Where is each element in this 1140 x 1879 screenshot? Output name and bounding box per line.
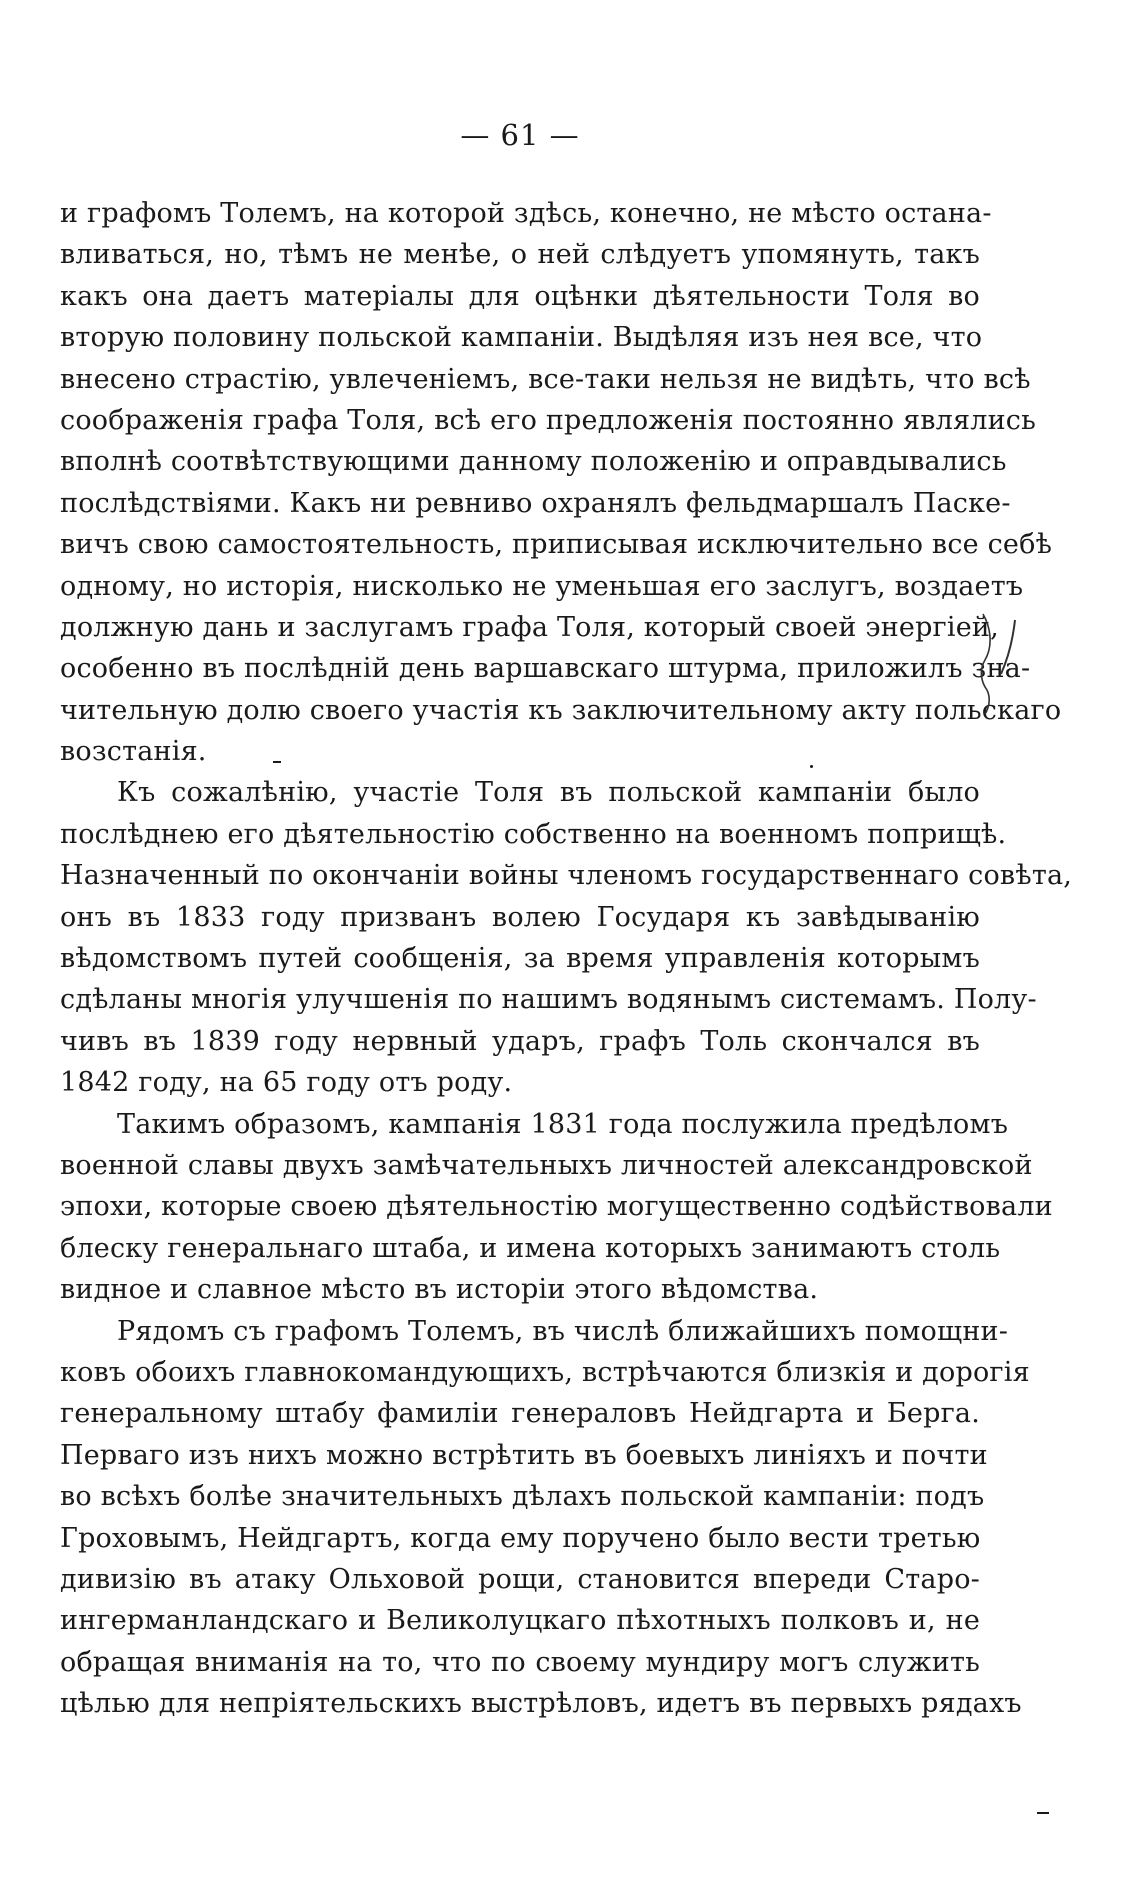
text-line: Къ сожалѣнію, участіе Толя въ польской кампаніи было (117, 777, 980, 809)
text-line: Назначенный по окончаніи войны членомъ государственнаго совѣта, (60, 860, 1073, 892)
stray-mark (810, 765, 813, 768)
text-line: видное и славное мѣсто въ исторіи этого вѣдомства. (60, 1274, 819, 1306)
text-line: должную дань и заслугамъ графа Толя, который своей энергіей, (60, 611, 999, 643)
text-line: чивъ въ 1839 году нервный ударъ, графъ Толь скончался въ (60, 1025, 980, 1057)
text-line: ингерманландскаго и Великолуцкаго пѣхотныхъ полковъ и, не (60, 1605, 980, 1637)
paragraph (60, 772, 1073, 1103)
text-line: особенно въ послѣдній день варшавскаго штурма, приложилъ зна- (60, 653, 1031, 685)
text-line: цѣлью для непріятельскихъ выстрѣловъ, идетъ въ первыхъ рядахъ (60, 1688, 1022, 1720)
stray-mark (273, 761, 281, 763)
text-line: военной славы двухъ замѣчательныхъ личностей александровской (60, 1149, 1033, 1181)
text-line: генеральному штабу фамиліи генераловъ Нейдгарта и Берга. (60, 1398, 980, 1430)
text-line: вполнѣ соотвѣтствующими данному положенію и оправдывались (60, 446, 1007, 478)
text-line: соображенія графа Толя, всѣ его предложенія постоянно являлись (60, 404, 1037, 436)
text-line: дивизію въ атаку Ольховой рощи, становится впереди Старо- (60, 1563, 980, 1595)
text-line: вторую половину польской кампаніи. Выдѣляя изъ нея все, что (60, 322, 983, 354)
text-line: Такимъ образомъ, кампанія 1831 года послужила предѣломъ (117, 1108, 1009, 1140)
text-line: послѣдствіями. Какъ ни ревниво охранялъ фельдмаршалъ Паске- (60, 487, 1011, 519)
page-number: — 61 — (460, 118, 580, 152)
text-line: вѣдомствомъ путей сообщенія, за время управленія которымъ (60, 943, 980, 975)
text-line: во всѣхъ болѣе значительныхъ дѣлахъ польской кампаніи: подъ (60, 1481, 985, 1513)
stray-mark (1037, 1812, 1049, 1814)
text-line: одному, но исторія, нисколько не уменьшая его заслугъ, воздаетъ (60, 570, 1024, 602)
paragraph (60, 1311, 1030, 1725)
paragraph (60, 1104, 1053, 1311)
text-line: блеску генеральнаго штаба, и имена которыхъ занимаютъ столь (60, 1232, 1001, 1264)
text-line: Перваго изъ нихъ можно встрѣтить въ боевыхъ линіяхъ и почти (60, 1439, 988, 1471)
text-line: обращая вниманія на то, что по своему мундиру могъ служить (60, 1646, 980, 1678)
text-line: эпохи, которые своею дѣятельностію могущественно содѣйствовали (60, 1191, 1053, 1223)
text-line: Гроховымъ, Нейдгартъ, когда ему поручено было вести третью (60, 1522, 981, 1554)
text-line: сдѣланы многія улучшенія по нашимъ водянымъ системамъ. Полу- (60, 984, 1037, 1016)
text-line: внесено страстію, увлеченіемъ, все-таки нельзя не видѣть, что всѣ (60, 363, 1031, 395)
text-line: возстанія. (60, 736, 207, 768)
text-line: Рядомъ съ графомъ Толемъ, въ числѣ ближайшихъ помощни- (117, 1315, 1009, 1347)
text-line: послѣднею его дѣятельностію собственно на военномъ поприщѣ. (60, 818, 1007, 850)
margin-bracket-mark (975, 608, 1035, 718)
text-line: вливаться, но, тѣмъ не менѣе, о ней слѣдуетъ упомянуть, такъ (60, 239, 980, 271)
text-line: и графомъ Толемъ, на которой здѣсь, конечно, не мѣсто остана- (60, 198, 992, 229)
body-text (60, 193, 1073, 1724)
text-line: ковъ обоихъ главнокомандующихъ, встрѣчаются близкія и дорогія (60, 1356, 1030, 1388)
text-line: чительную долю своего участія къ заключительному акту польскаго (60, 694, 1062, 726)
text-line: онъ въ 1833 году призванъ волею Государя къ завѣдыванію (60, 901, 980, 933)
text-line: 1842 году, на 65 году отъ роду. (60, 1067, 513, 1099)
text-line: какъ она даетъ матеріалы для оцѣнки дѣятельности Толя во (60, 280, 980, 312)
paragraph (60, 193, 1062, 772)
text-line: вичъ свою самостоятельность, приписывая исключительно все себѣ (60, 529, 1053, 561)
